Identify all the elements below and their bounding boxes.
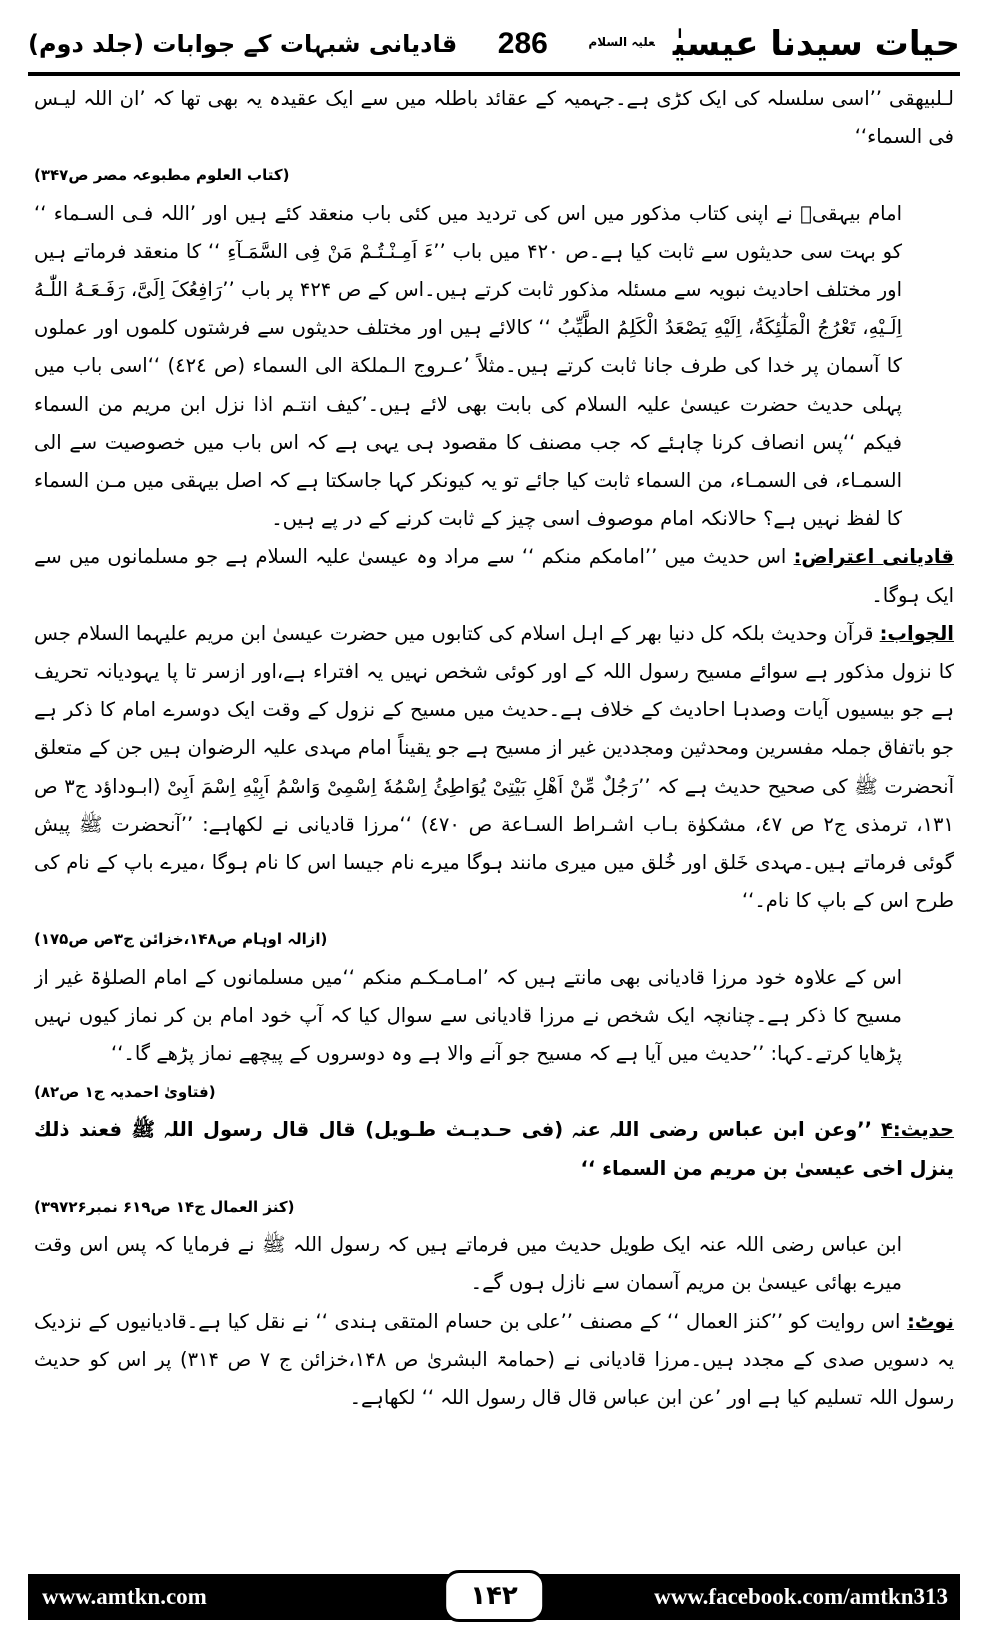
- reference-izala: (ازالہ اوہام ص۱۴۸،خزائن ج۳ص ص۱۷۵): [34, 930, 328, 949]
- website-link[interactable]: www.amtkn.com: [42, 1584, 207, 1609]
- hadith-4-label: حدیث:۴: [881, 1118, 954, 1142]
- answer-paragraph: [34, 615, 954, 921]
- objection-paragraph: [34, 538, 954, 614]
- header-page-number: 286: [497, 27, 548, 60]
- mirza-paragraph: اس کے علاوہ خود مرزا قادیانی بھی مانتے ہیں کہ ’امـامـكـم منكم ‘‘میں مسلمانوں کے امام الصلوٰۃ غیر از مسیح کا ذکر ہے۔چنانچہ ایک شخص نے مرزا قادیانی سے سوال کیا کہ آپ خود امام بن کر نماز کیوں نہیں پڑھایا کرتے۔کہا: ’’حدیث میں آیا ہے کہ مسیح جو آنے والا ہے وہ دوسروں کے پیچھے نماز پڑھے گا۔‘‘: [34, 965, 902, 1066]
- page-body: [34, 80, 954, 1568]
- hadith-4-paragraph: [34, 1111, 954, 1187]
- paragraph-2: امام بیہقیؒ نے اپنی کتاب مذکور میں اس کی تردید میں کئی باب منعقد کئے ہیں اور ’اللہ فـی السـماء ‘‘ کو بہت سی حدیثوں سے ثابت کیا ہے۔ص ۴۲۰ میں باب ’’ءَ اَمِـنْـتُـمْ مَنْ فِی السَّمَـآءِ ‘‘ کا منعقد فرماتے ہیں اور مختلف احادیث نبویہ سے مسئلہ مذکور ثابت کرتے ہیں۔اس کے ص ۴۲۴ پر باب ’’رَافِعُکَ اِلَیَّ، رَفَـعَـهُ اللّٰـهُ اِلَـیْهِ، تَعْرُجُ الْمَلٰٓئِكَةُ، اِلَیْهِ یَصْعَدُ الْكَلِمُ الطَّیِّبُ ‘‘ کالائے ہیں اور مختلف حدیثوں سے فرشتوں کلموں اور عملوں کا آسمان پر خدا کی طرف جانا ثابت کرتے ہیں۔مثلاً ’عـروج الـملكة الی السماء (ص ٤٢٤) ‘‘اسی باب میں پہلی حدیث حضرت عیسیٰ علیہ السلام کی بابت بھی لائے ہیں۔’کیف انتـم اذا نزل ابن مریم من السماء فیكم ‘‘پس انصاف کرنا چاہئے کہ جب مصنف کا مقصود ہی یہی ہے کہ اس باب میں خصوصیت سے الی السمـاء، فی السمـاء، من السماء ثابت کیا جائے تو یہ کیونکر کہا جاسکتا ہے کہ اصل بیہقی میں مـن السماء کا لفظ نہیں ہے؟ حالانکہ امام موصوف اسی چیز کے ثابت کرنے کے در پے ہیں۔: [34, 201, 903, 531]
- page-header: [28, 20, 960, 68]
- answer-label: الجواب:: [879, 621, 954, 645]
- objection-label: قادیانی اعتراض:: [793, 545, 954, 569]
- hadith-4-text: ’’وعن ابن عباس رضی اللہ عنہ (فی حـدیـث طـویل) قال قال رسول اللہ ﷺ فعند ذلك ینزل اخی عیسیٰ بن مریم من السماء ‘‘: [34, 1118, 954, 1180]
- reference-kanz: (کنز العمال ج۱۴ ص۶۱۹ نمبر۳۹۷۲۶): [34, 1197, 295, 1216]
- header-subtitle: قادیانی شبہات کے جوابات (جلد دوم): [28, 30, 458, 58]
- facebook-link[interactable]: www.facebook.com/amtkn313: [654, 1584, 948, 1609]
- paragraph-1-text: لـلبیھقی ’’اسی سلسلہ کی ایک کڑی ہے۔جہمیہ کے عقائد باطلہ میں سے ایک عقیدہ یہ بھی تھا کہ ’ان اللہ لیـس فی السماء‘‘: [34, 87, 954, 149]
- header-divider: [28, 72, 960, 76]
- note-paragraph: [34, 1303, 954, 1418]
- page-footer: [28, 1574, 960, 1620]
- objection-text: اس حدیث میں ’’امامکم منکم ‘‘ سے مراد وہ عیسیٰ علیہ السلام ہے جو مسلمانوں میں سے ایک ہوگا۔: [34, 545, 954, 607]
- note-text: اس روایت کو ’’کنز العمال ‘‘ کے مصنف ’’علی بن حسام المتقی ہندی ‘‘ نے نقل کیا ہے۔قادیانیوں کے نزدیک یہ دسویں صدی کے مجدد ہیں۔مرزا قادیانی نے (حمامۃ البشریٰ ص ۱۴۸،خزائن ج ۷ ص ۳۱۴) پر اس کو حدیث رسول اللہ تسلیم کیا ہے اور ’عن ابن عباس قال قال رسول اللہ ‘‘ لکھاہے۔: [34, 1309, 954, 1409]
- paragraph-1: [34, 80, 954, 156]
- header-title-block: [588, 24, 960, 64]
- reference-fatawa: (فتاویٰ احمدیہ ج۱ ص۸۲): [34, 1083, 216, 1102]
- honorific: علیہ السلام: [588, 35, 655, 49]
- note-label: نوٹ:: [907, 1309, 954, 1333]
- footer-page-number: ۱۴۲: [443, 1570, 545, 1622]
- answer-text: قرآن وحدیث بلکہ کل دنیا بھر کے اہل اسلام کی کتابوں میں حضرت عیسیٰ ابن مریم علیہما السلام جس کا نزول مذکور ہے سوائے مسیح رسول اللہ کے اور کوئی شخص نہیں یہ افتراء ہے،اور ازسر تا پا یہودیانہ تحریف ہے جو بیسیوں آیات وصدہا احادیث کے خلاف ہے۔حدیث میں مسیح کے نزول کے وقت ایک دوسرے امام کا ذکر ہے جو باتفاق جملہ مفسرین ومحدثین ومجددین غیر از مسیح ہے جو یقیناً امام مہدی علیہ الرضوان ہیں جن کے متعلق آنحضرت ﷺ کی صحیح حدیث ہے کہ ’’رَجُلٌ مِّنْ اَهْلِ بَیْتِیْ یُوَاطِئُ اِسْمُهٗ اِسْمِیْ وَاسْمُ اَبِیْهِ اِسْمَ اَبِیْ (ابـوداؤد ج٣ ص ١٣١، ترمذی ج٢ ص ٤٧، مشكوٰة بـاب اشـراط السـاعة ص ٤٧٠) ‘‘مرزا قادیانی نے لکھاہے: ’’آنحضرت ﷺ پیش گوئی فرماتے ہیں۔مہدی خَلق اور خُلق میں میری مانند ہوگا میرے نام جیسا اس کا نام ہوگا ،میرے باپ کے نام کی طرح اس کے باپ کا نام۔‘‘: [34, 621, 954, 913]
- book-title: حیات سیدنا عیسیٰ: [672, 24, 960, 64]
- ibn-abbas-paragraph: ابن عباس رضی اللہ عنہ ایک طویل حدیث میں فرماتے ہیں کہ رسول اللہ ﷺ نے فرمایا کہ پس اس وقت میرے بھائی عیسیٰ بن مریم آسمان سے نازل ہوں گے۔: [34, 1233, 902, 1295]
- reference-kitab-al-uloom: (کتاب العلوم مطبوعہ مصر ص۳۴۷): [34, 166, 290, 185]
